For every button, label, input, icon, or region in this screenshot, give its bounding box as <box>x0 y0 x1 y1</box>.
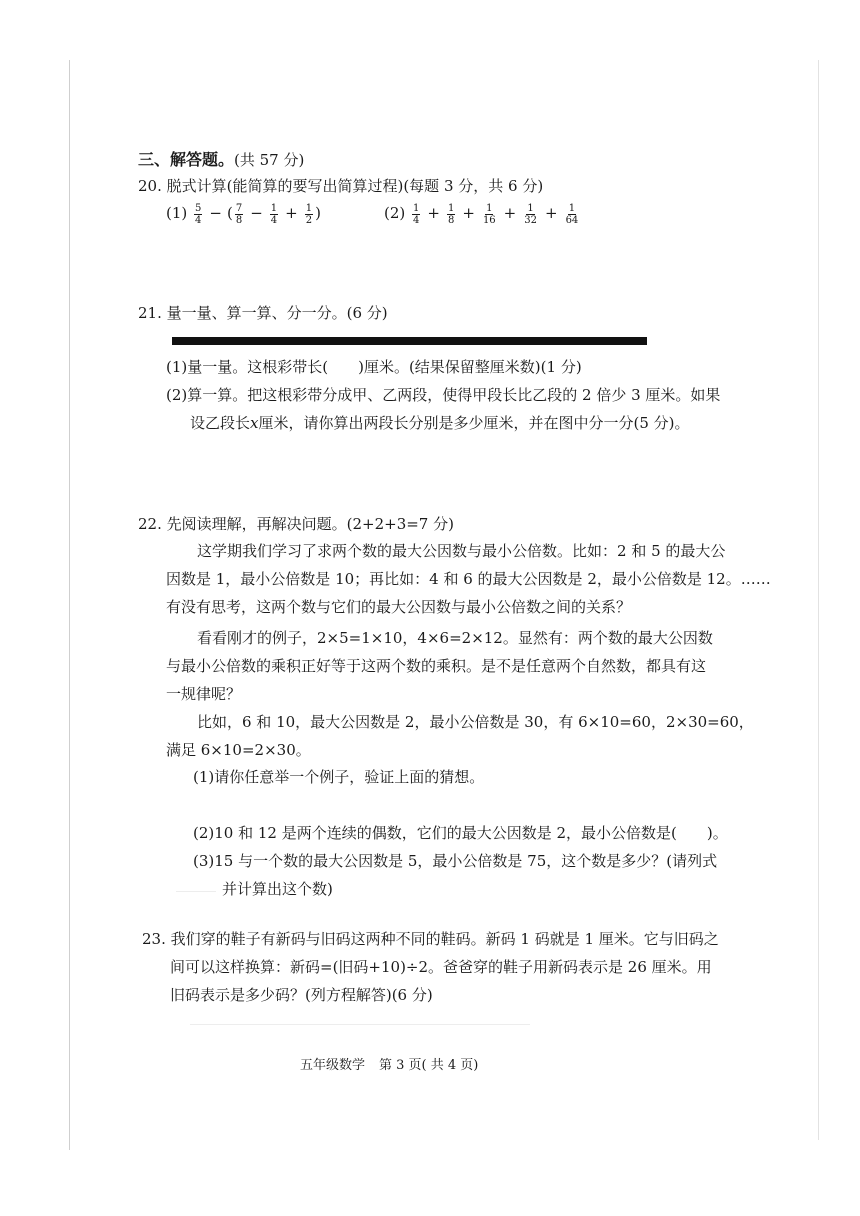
q20-expression-2: (2) $\frac{1}{4}$ + $\frac{1}{8}$ + $\frac{1}{16}$ + $\frac{1}{32}$ + $\frac{1}{64}$ <box>384 202 579 226</box>
binding-margin-line <box>69 60 70 1150</box>
scan-artifact <box>190 1024 530 1025</box>
section-header <box>138 150 304 170</box>
fraction: $\frac{1}{4}$ <box>270 202 278 226</box>
scan-artifact <box>176 891 216 892</box>
q22-sub1: (1)请你任意举一个例子，验证上面的猜想。 <box>193 768 485 786</box>
q22-sub2: (2)10 和 12 是两个连续的偶数，它们的最大公因数是 2，最小公倍数是( )。 <box>193 824 728 842</box>
section-score-note: (共 57 分) <box>234 151 305 169</box>
fraction: $\frac{1}{32}$ <box>524 202 537 226</box>
fraction: $\frac{1}{16}$ <box>482 202 496 226</box>
section-title: 三、解答题。 <box>138 150 235 169</box>
q23-line2: 间可以这样换算：新码=(旧码+10)÷2。爸爸穿的鞋子用新码表示是 26 厘米。用 <box>170 958 712 976</box>
q22-para1-line3: 有没有思考，这两个数与它们的最大公因数与最小公倍数之间的关系？ <box>166 598 632 616</box>
q20-title: 20. 脱式计算(能简算的要写出简算过程)(每题 3 分，共 6 分) <box>138 177 544 195</box>
page-footer <box>300 1054 492 1073</box>
variable-x: x <box>250 414 259 432</box>
q22-para1-line1: 这学期我们学习了求两个数的最大公因数与最小公倍数。比如：2 和 5 的最大公 <box>197 542 726 560</box>
footer-page-number: 第 3 页( 共 4 页) <box>379 1058 479 1073</box>
q21-part1: (1)量一量。这根彩带长( )厘米。(结果保留整厘米数)(1 分) <box>166 358 582 376</box>
q22-sub3-line1: (3)15 与一个数的最大公因数是 5，最小公倍数是 75，这个数是多少？(请列式 <box>193 852 718 870</box>
q21-part2-line1: (2)算一算。把这根彩带分成甲、乙两段，使得甲段长比乙段的 2 倍少 3 厘米。如果 <box>166 386 721 404</box>
fraction: $\frac{7}{8}$ <box>235 202 243 226</box>
q22-title: 22. 先阅读理解，再解决问题。(2+2+3=7 分) <box>138 515 454 533</box>
q23-line3: 旧码表示是多少码？(列方程解答)(6 分) <box>170 986 433 1004</box>
q21-part2-line2: 设乙段长x厘米，请你算出两段长分别是多少厘米，并在图中分一分(5 分)。 <box>190 414 690 432</box>
ribbon-bar <box>172 337 647 345</box>
q22-sub3-line2: 并计算出这个数) <box>222 880 333 898</box>
fraction: $\frac{1}{64}$ <box>565 202 579 226</box>
footer-subject: 五年级数学 <box>300 1058 366 1073</box>
fraction: $\frac{1}{2}$ <box>305 202 313 226</box>
q20-expression-1: (1) $\frac{5}{4}$ − ( $\frac{7}{8}$ − $\frac{1}{4}$ + $\frac{1}{2}$ ) <box>166 202 321 226</box>
q22-para2-line3: 一规律呢？ <box>166 685 242 703</box>
fraction: $\frac{1}{4}$ <box>413 202 420 226</box>
fraction: $\frac{1}{8}$ <box>447 202 455 226</box>
q22-para2-line2: 与最小公倍数的乘积正好等于这两个数的乘积。是不是任意两个自然数，都具有这 <box>166 657 707 675</box>
page-edge-line <box>818 60 819 1140</box>
q22-para3-line2: 满足 6×10=2×30。 <box>166 741 311 759</box>
fraction: $\frac{5}{4}$ <box>195 202 202 226</box>
q22-para2-line1: 看看刚才的例子，2×5=1×10，4×6=2×12。显然有：两个数的最大公因数 <box>197 629 713 647</box>
q22-para3-line1: 比如，6 和 10，最大公因数是 2，最小公倍数是 30，有 6×10=60，2×30=60， <box>197 713 754 731</box>
q23-line1: 23. 我们穿的鞋子有新码与旧码这两种不同的鞋码。新码 1 码就是 1 厘米。它与旧码之 <box>142 930 719 948</box>
q21-title: 21. 量一量、算一算、分一分。(6 分) <box>138 304 388 322</box>
q22-para1-line2: 因数是 1，最小公倍数是 10；再比如：4 和 6 的最大公因数是 2，最小公倍数是 12。…… <box>166 570 771 588</box>
